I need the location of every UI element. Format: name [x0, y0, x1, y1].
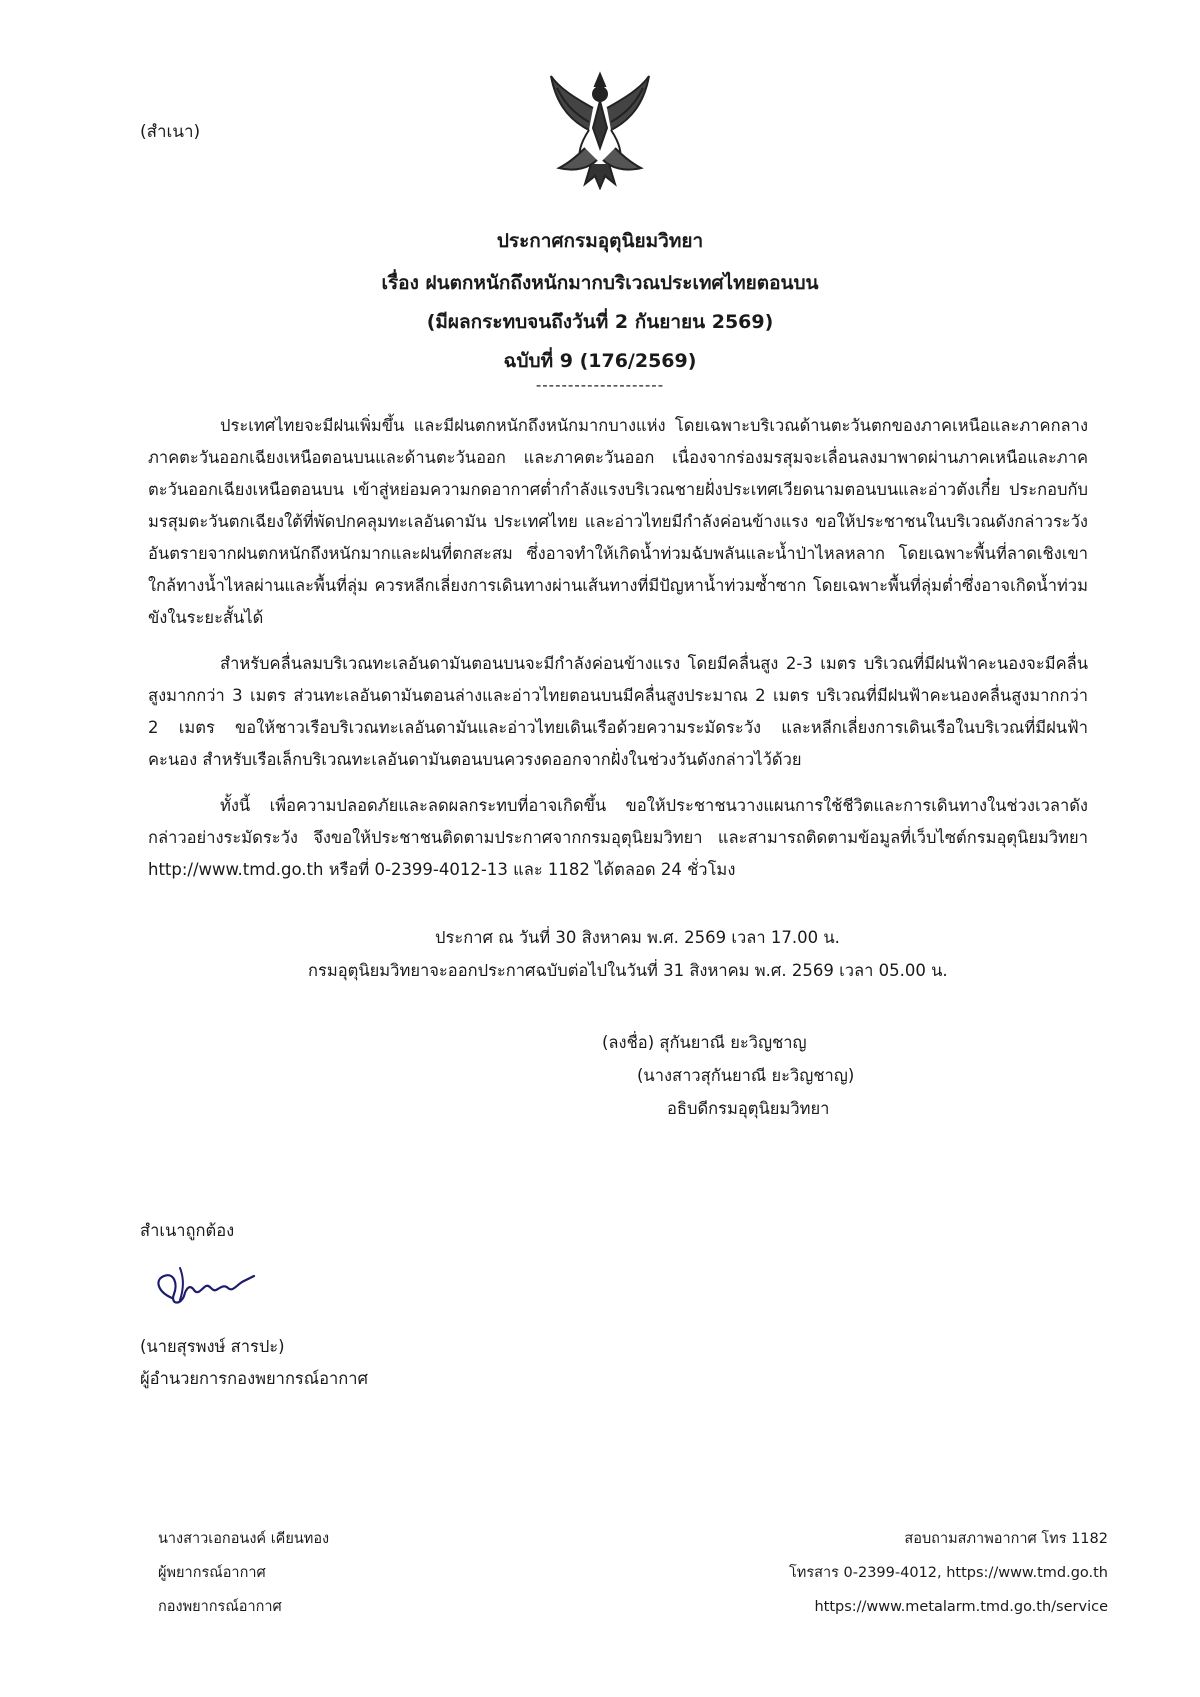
- copy-label: (สำเนา): [140, 122, 201, 142]
- paragraph-safety-advice: ทั้งนี้ เพื่อความปลอดภัยและลดผลกระทบที่อาจเกิดขึ้น ขอให้ประชาชนวางแผนการใช้ชีวิตและการเดินทางในช่วงเวลาดังกล่าวอย่างระมัดระวัง จึงขอให้ประชาชนติดตามประกาศจากกรมอุตุนิยมวิทยา และสามารถติดตามข้อมูลที่เว็บไซต์กรมอุตุนิยมวิทยา http://www.tmd.go.th หรือที่ 0-2399-4012-13 และ 1182 ได้ตลอด 24 ชั่วโมง: [148, 796, 1088, 879]
- footer-contact: [789, 1522, 1108, 1624]
- paragraph-marine-warning: สำหรับคลื่นลมบริเวณทะเลอันดามันตอนบนจะมีกำลังค่อนข้างแรง โดยมีคลื่นสูง 2-3 เมตร บริเวณที่มีฝนฟ้าคะนองจะมีคลื่นสูงมากกว่า 3 เมตร ส่วนทะเลอันดามันตอนล่างและอ่าวไทยตอนบนมีคลื่นสูงประมาณ 2 เมตร บริเวณที่มีฝนฟ้าคะนองคลื่นสูงมากกว่า 2 เมตร ขอให้ชาวเรือบริเวณทะเลอันดามันและอ่าวไทยเดินเรือด้วยความระมัดระวัง และหลีกเลี่ยงการเดินเรือในบริเวณที่มีฝนฟ้าคะนอง สำหรับเรือเล็กบริเวณทะเลอันดามันตอนบนควรงดออกจากฝั่งในช่วงวันดังกล่าวไว้ด้วย: [148, 654, 1088, 769]
- signatory-full-name: (นางสาวสุกันยาณี ยะวิญชาญ): [637, 1066, 855, 1085]
- handwritten-signature-icon: [150, 1258, 270, 1318]
- document-subject: เรื่อง ฝนตกหนักถึงหนักมากบริเวณประเทศไทยตอนบน: [381, 272, 819, 294]
- header-divider: --------------------: [535, 376, 665, 394]
- contact-fax-website: โทรสาร 0-2399-4012, https://www.tmd.go.th: [789, 1565, 1108, 1581]
- certifier-position: ผู้อำนวยการกองพยากรณ์อากาศ: [140, 1369, 369, 1388]
- contact-phone: สอบถามสภาพอากาศ โทร 1182: [904, 1531, 1108, 1547]
- issue-number: ฉบับที่ 9 (176/2569): [503, 350, 697, 372]
- forecaster-name: นางสาวเอกอนงค์ เคียนทอง: [158, 1531, 330, 1547]
- paragraph-rain-forecast: ประเทศไทยจะมีฝนเพิ่มขึ้น และมีฝนตกหนักถึงหนักมากบางแห่ง โดยเฉพาะบริเวณด้านตะวันตกของภาคเหนือและภาคกลาง ภาคตะวันออกเฉียงเหนือตอนบนและด้านตะวันออก และภาคตะวันออก เนื่องจากร่องมรสุมจะเลื่อนลงมาพาดผ่านภาคเหนือและภาคตะวันออกเฉียงเหนือตอนบน เข้าสู่หย่อมความกดอากาศต่ำกำลังแรงบริเวณชายฝั่งประเทศเวียดนามตอนบนและอ่าวตังเกี๋ย ประกอบกับมรสุมตะวันตกเฉียงใต้ที่พัดปกคลุมทะเลอันดามัน ประเทศไทย และอ่าวไทยมีกำลังค่อนข้างแรง ขอให้ประชาชนในบริเวณดังกล่าวระวังอันตรายจากฝนตกหนักถึงหนักมากและฝนที่ตกสะสม ซึ่งอาจทำให้เกิดน้ำท่วมฉับพลันและน้ำป่าไหลหลาก โดยเฉพาะพื้นที่ลาดเชิงเขาใกล้ทางน้ำไหลผ่านและพื้นที่ลุ่ม ควรหลีกเลี่ยงการเดินทางผ่านเส้นทางที่มีปัญหาน้ำท่วมซ้ำซาก โดยเฉพาะพื้นที่ลุ่มต่ำซึ่งอาจเกิดน้ำท่วมขังในระยะสั้นได้: [148, 416, 1088, 627]
- signatory-signed: (ลงชื่อ) สุกันยาณี ยะวิญชาญ: [602, 1033, 807, 1052]
- signatory-position: อธิบดีกรมอุตุนิยมวิทยา: [667, 1099, 830, 1118]
- certified-copy-label: สำเนาถูกต้อง: [140, 1221, 235, 1240]
- effective-period: (มีผลกระทบจนถึงวันที่ 2 กันยายน 2569): [426, 311, 774, 333]
- forecaster-role: ผู้พยากรณ์อากาศ: [158, 1565, 266, 1581]
- contact-service-url: https://www.metalarm.tmd.go.th/service: [814, 1599, 1108, 1615]
- next-issue-datetime: กรมอุตุนิยมวิทยาจะออกประกาศฉบับต่อไปในวันที่ 31 สิงหาคม พ.ศ. 2569 เวลา 05.00 น.: [308, 961, 948, 980]
- garuda-emblem-icon: [545, 68, 655, 190]
- footer-forecaster: [158, 1522, 329, 1624]
- issued-datetime: ประกาศ ณ วันที่ 30 สิงหาคม พ.ศ. 2569 เวลา 17.00 น.: [435, 928, 840, 947]
- forecaster-division: กองพยากรณ์อากาศ: [158, 1599, 282, 1615]
- document-title: ประกาศกรมอุตุนิยมวิทยา: [496, 230, 704, 252]
- certifier-name: (นายสุรพงษ์ สารปะ): [140, 1337, 285, 1356]
